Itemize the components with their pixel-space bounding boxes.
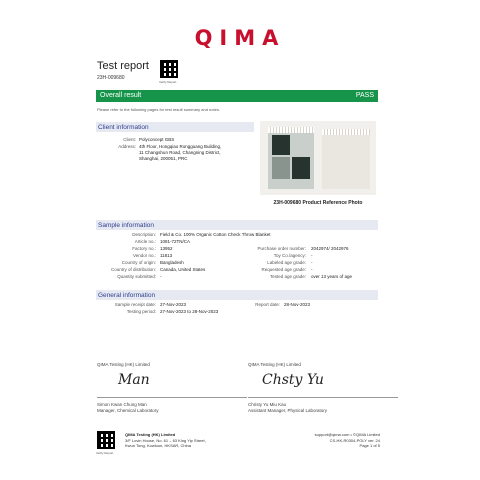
description-value: Field & Co. 100% Organic Cotton Check Throw Blanket <box>160 232 271 237</box>
report-date-value: 28-Nov-2023 <box>284 302 311 307</box>
sample-left-value: Canada, United States <box>160 267 206 272</box>
period-value: 27-Nov-2023 to 28-Nov-2023 <box>160 309 219 314</box>
overall-result-value: PASS <box>355 92 374 99</box>
address-line: 11 Changshun Road, Changning District, <box>139 150 221 155</box>
footer-meta <box>315 432 380 449</box>
signatory-company: QIMA Testing (HK) Limited <box>97 362 150 367</box>
report-date-label: Report date: <box>255 302 280 307</box>
qr-caption: Verify Report <box>159 80 177 84</box>
plain-blanket-image <box>322 129 370 189</box>
sample-left-label: Country of distribution: <box>110 267 156 272</box>
description-label: Description: <box>132 232 156 237</box>
report-number: 23H-009680 <box>97 75 125 81</box>
sample-right-label: Purchase order number: <box>257 246 306 251</box>
footer-page-number: Page 1 of 5 <box>359 443 380 448</box>
sample-left-label: Vendor no.: <box>132 253 156 258</box>
sample-right-label: Labeled age grade: <box>267 260 306 265</box>
page-title: Test report <box>97 60 149 72</box>
footer-qr-caption: Verify Report <box>96 451 114 455</box>
period-label: Testing period: <box>126 309 156 314</box>
signature-line <box>97 397 247 398</box>
address-line: Shanghai, 200051, PRC <box>139 156 188 161</box>
summary-note: Please refer to the following pages for test result summary and notes. <box>97 107 220 112</box>
overall-result-label: Overall result <box>100 92 142 99</box>
sample-left-label: Article no.: <box>134 239 156 244</box>
signatory-role: Assistant Manager, Physical Laboratory <box>248 408 328 413</box>
sample-right-value: - <box>311 253 313 258</box>
receipt-value: 27-Nov-2023 <box>160 302 187 307</box>
sample-right-value: over 13 years of age <box>311 274 353 279</box>
signatory-company: QIMA Testing (HK) Limited <box>248 362 301 367</box>
footer-address-line: 3/F Lovin House, No. 61 – 63 King Yip Street, <box>125 437 206 443</box>
sample-left-value: 13952 <box>160 246 173 251</box>
photo-caption: 23H-009680 Product Reference Photo <box>273 200 363 206</box>
product-reference-photo <box>260 121 376 195</box>
signature-image: Chsty Yu <box>262 372 324 388</box>
sample-right-label: Tested age grade: <box>269 274 306 279</box>
sample-left-value: 1081-72TN/CA <box>160 239 191 244</box>
checked-blanket-image <box>268 127 314 189</box>
client-value: Polyconcept GBS <box>139 137 175 142</box>
overall-result-banner <box>96 90 378 102</box>
signatory-name: Simon Kwan Chung Man <box>97 402 147 407</box>
sample-right-value: 2042974/ 2042976 <box>311 246 349 251</box>
sample-left-label: Quantity submitted: <box>117 274 156 279</box>
sample-section-header <box>96 220 378 230</box>
address-label: Address: <box>118 144 136 149</box>
sample-left-value: Bangladesh <box>160 260 184 265</box>
footer-address-line: Kwun Tong, Kowloon, HKSAR, China <box>125 443 191 448</box>
qima-logo: QIMA <box>194 26 286 50</box>
signature-image: Man <box>118 372 150 388</box>
general-section-header <box>96 290 378 300</box>
sample-heading: Sample information <box>98 222 154 229</box>
sample-right-label: Requested age grade: <box>261 267 306 272</box>
client-heading: Client information <box>98 124 149 131</box>
client-label: Client: <box>123 137 136 142</box>
signature-line <box>248 397 398 398</box>
sample-right-value: - <box>311 260 313 265</box>
sample-right-label: Toy Co./agency: <box>273 253 306 258</box>
signatory-name: Christy Yu Miu Kau <box>248 402 287 407</box>
footer-form-code: CS-HK-R0304-POLY ver. 24 <box>329 437 380 443</box>
sample-left-label: Factory no.: <box>132 246 156 251</box>
verify-qr-code[interactable] <box>160 60 178 78</box>
general-heading: General information <box>98 292 156 299</box>
footer-company: QIMA Testing (HK) Limited <box>125 432 176 437</box>
sample-right-value: - <box>311 267 313 272</box>
client-section-header <box>96 122 254 132</box>
address-line: 4th Floor, Hongqiao Rongguang Building, <box>139 144 222 149</box>
receipt-label: Sample receipt date: <box>114 302 156 307</box>
signatory-role: Manager, Chemical Laboratory <box>97 408 159 413</box>
sample-left-value: - <box>160 274 162 279</box>
sample-left-label: Country of origin: <box>121 260 156 265</box>
footer-email[interactable]: support@qima.com • ©QIMA Limited <box>314 432 380 437</box>
footer-address <box>125 432 206 449</box>
footer-qr-code[interactable] <box>97 431 115 449</box>
sample-left-value: 11813 <box>160 253 173 258</box>
